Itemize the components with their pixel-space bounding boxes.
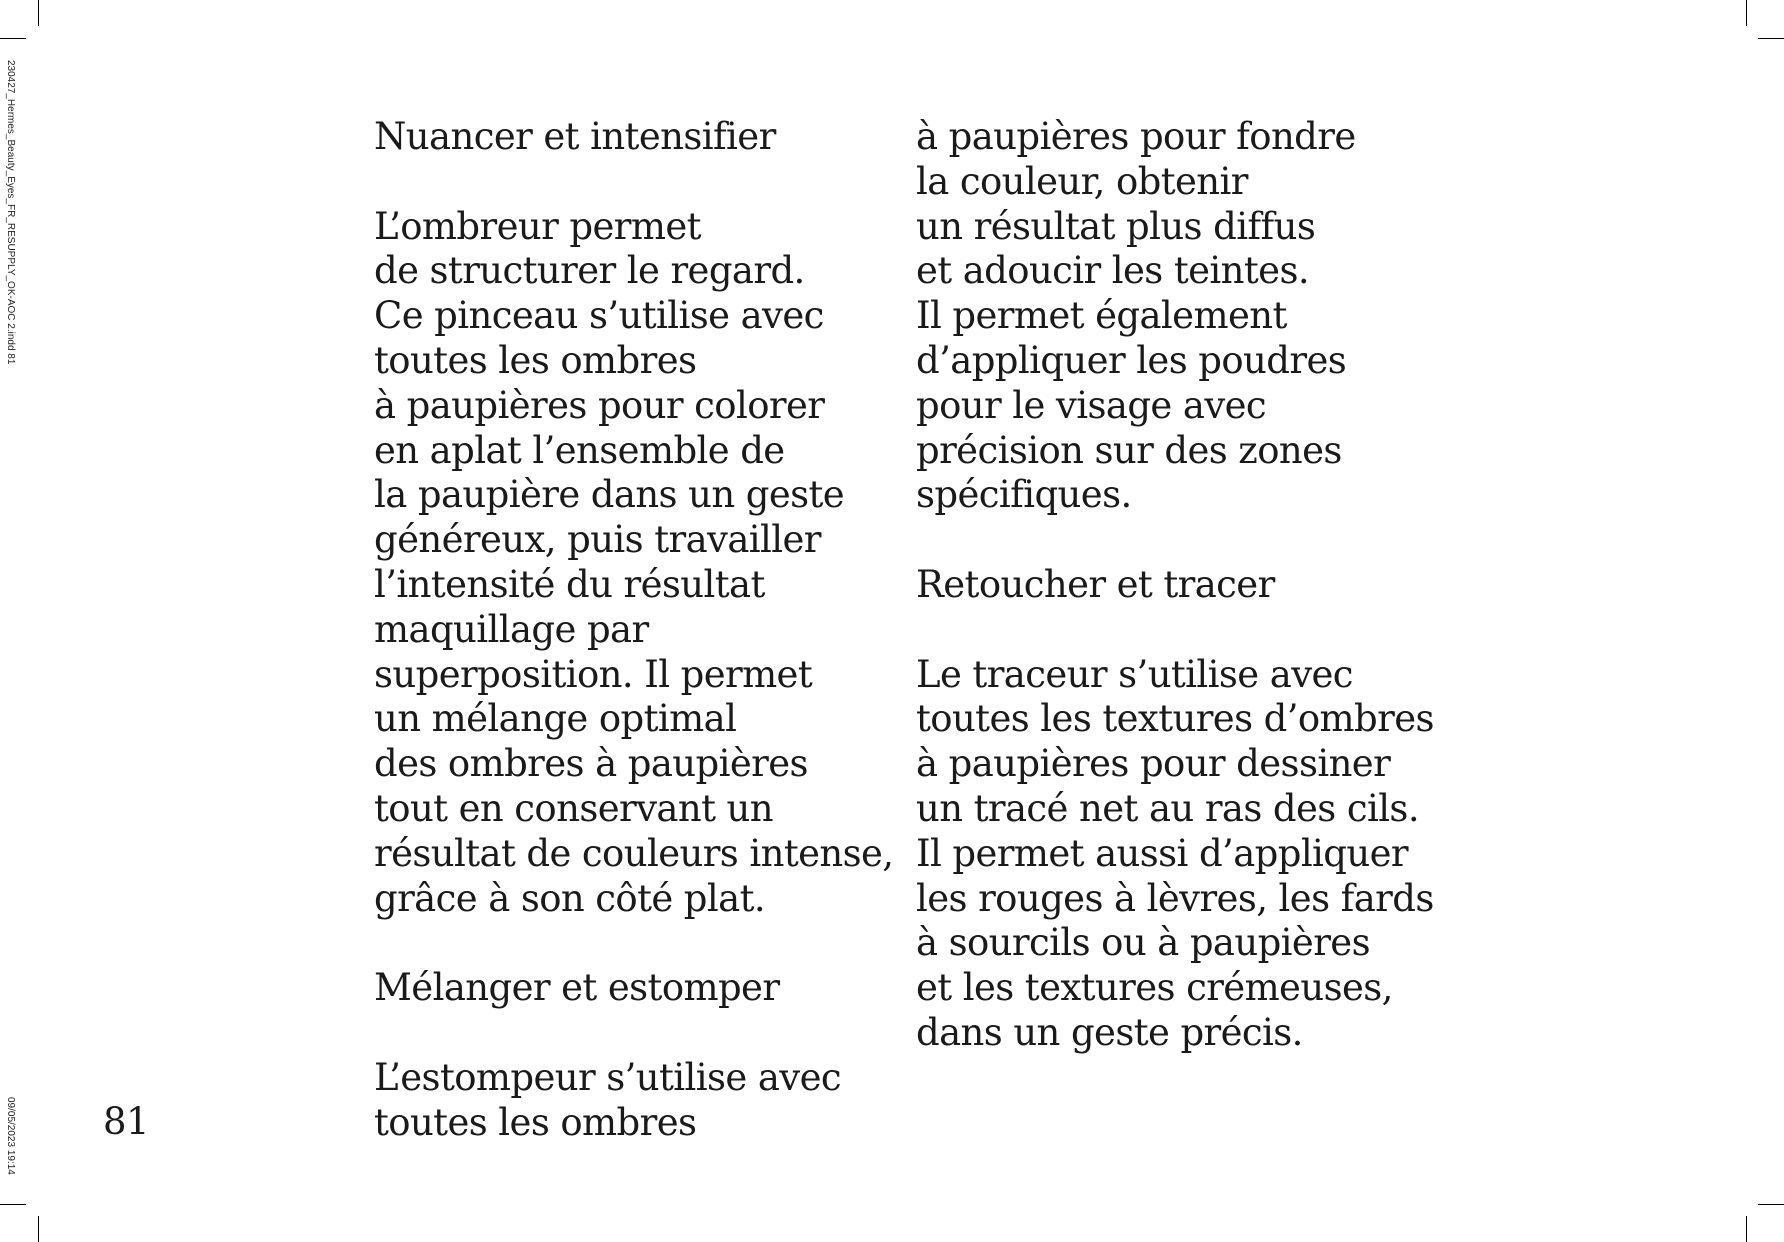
- text-line: Il permet aussi d’appliquer: [916, 831, 1408, 875]
- text-line: pour le visage avec: [916, 383, 1267, 427]
- text-line: un mélange optimal: [374, 697, 737, 741]
- text-line: d’appliquer les poudres: [916, 338, 1347, 382]
- paragraph-spacer: [374, 160, 893, 205]
- crop-mark-top-right: [1746, 0, 1747, 26]
- paragraph-spacer: [916, 518, 1434, 563]
- text-line: les rouges à lèvres, les fards: [916, 876, 1434, 920]
- crop-mark-bottom-left: [38, 1216, 39, 1242]
- text-line: Ce pinceau s’utilise avec: [374, 294, 824, 338]
- text-line: l’intensité du résultat: [374, 562, 765, 606]
- text-line: maquillage par: [374, 607, 649, 651]
- crop-mark-right-top: [1758, 38, 1784, 39]
- text-line: Le traceur s’utilise avec: [916, 652, 1353, 696]
- text-line: toutes les ombres: [374, 338, 697, 382]
- slug-filename: 230427_Hermes_Beauty_Eyes_FR_RESUPPLY_OK-AOC 2.indd 81: [5, 60, 16, 365]
- text-line: la couleur, obtenir: [916, 159, 1248, 203]
- crop-mark-left-bottom: [0, 1204, 26, 1205]
- text-line: superposition. Il permet: [374, 652, 813, 696]
- text-line: et les textures crémeuses,: [916, 966, 1393, 1010]
- paragraph-spacer: [374, 1011, 893, 1056]
- paragraph-traceur: [916, 653, 1434, 1056]
- crop-mark-left-top: [0, 38, 26, 39]
- section-heading: Retoucher et tracer: [916, 562, 1275, 606]
- slug-date: 09/05/2023 19:14: [5, 1097, 16, 1175]
- text-line: grâce à son côté plat.: [374, 876, 766, 920]
- text-line: tout en conservant un: [374, 786, 773, 830]
- text-line: et adoucir les teintes.: [916, 249, 1310, 293]
- page-number: 81: [103, 1100, 150, 1143]
- text-line: toutes les ombres: [374, 1100, 697, 1144]
- paragraph-estompeur: [374, 1056, 893, 1146]
- paragraph-ombreur: [374, 205, 893, 922]
- text-line: un tracé net au ras des cils.: [916, 786, 1419, 830]
- text-line: L’ombreur permet: [374, 204, 701, 248]
- text-line: à paupières pour colorer: [374, 383, 825, 427]
- text-line: en aplat l’ensemble de: [374, 428, 785, 472]
- paragraph-estompeur-continued: [916, 115, 1434, 518]
- text-line: généreux, puis travailler: [374, 518, 821, 562]
- text-line: dans un geste précis.: [916, 1010, 1303, 1054]
- text-line: précision sur des zones: [916, 428, 1342, 472]
- text-line: spécifiques.: [916, 473, 1132, 517]
- text-column-right: [916, 115, 1434, 1056]
- text-line: à sourcils ou à paupières: [916, 921, 1370, 965]
- crop-mark-right-bottom: [1758, 1204, 1784, 1205]
- text-line: un résultat plus diffus: [916, 204, 1316, 248]
- crop-mark-top-left: [38, 0, 39, 26]
- text-line: à paupières pour fondre: [916, 115, 1356, 158]
- text-line: à paupières pour dessiner: [916, 742, 1391, 786]
- paragraph-spacer: [374, 921, 893, 966]
- text-line: résultat de couleurs intense,: [374, 831, 894, 875]
- text-line: toutes les textures d’ombres: [916, 697, 1434, 741]
- text-column-left: [374, 115, 893, 1145]
- text-line: L’estompeur s’utilise avec: [374, 1055, 842, 1099]
- text-line: Il permet également: [916, 294, 1287, 338]
- section-heading: Mélanger et estomper: [374, 966, 780, 1010]
- text-line: des ombres à paupières: [374, 742, 808, 786]
- paragraph-spacer: [916, 608, 1434, 653]
- text-line: la paupière dans un geste: [374, 473, 845, 517]
- section-heading: Nuancer et intensifier: [374, 115, 776, 158]
- text-line: de structurer le regard.: [374, 249, 805, 293]
- crop-mark-bottom-right: [1746, 1216, 1747, 1242]
